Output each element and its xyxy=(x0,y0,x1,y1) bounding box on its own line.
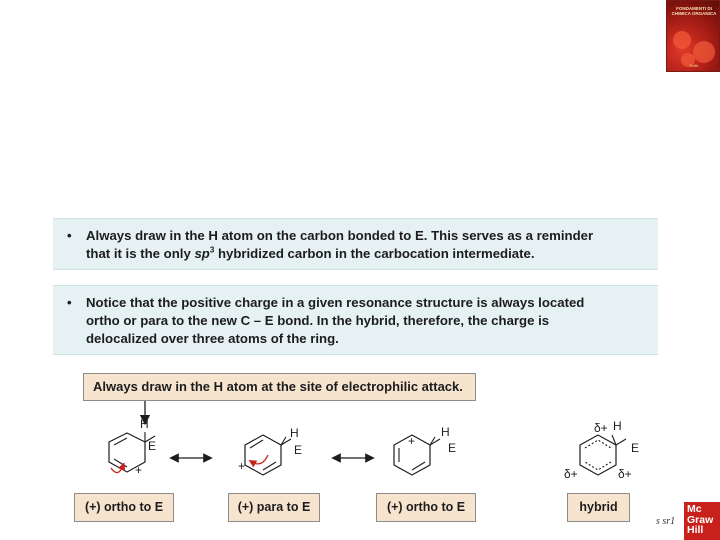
cover-title: FONDAMENTI DI CHIMICA ORGANICA xyxy=(671,6,717,16)
atom-e-label: E xyxy=(294,443,303,457)
atom-h-label: H xyxy=(613,419,622,433)
atom-h-label: H xyxy=(140,417,149,431)
curly-arrow xyxy=(252,455,268,464)
note-italic: sp xyxy=(194,246,210,261)
resonance-hybrid xyxy=(564,419,639,481)
atom-e-label: E xyxy=(631,441,640,455)
plus-charge: + xyxy=(408,434,416,448)
bullet: • xyxy=(67,295,72,310)
atom-e-label: E xyxy=(148,439,157,453)
atom-h-label: H xyxy=(290,426,299,440)
delta-plus-label: δ+ xyxy=(564,467,578,481)
note-line: hybridized carbon in the carbocation intermediate. xyxy=(214,246,535,261)
delta-plus-label: δ+ xyxy=(594,421,608,435)
atom-h-label: H xyxy=(441,425,450,439)
delta-plus-label: δ+ xyxy=(618,467,632,481)
note-line: ortho or para to the new C – E bond. In the hybrid, therefore, the charge is xyxy=(86,313,550,328)
resonance-structure-ortho-1 xyxy=(91,417,156,477)
plus-charge: + xyxy=(238,459,246,473)
label-hybrid: hybrid xyxy=(567,493,630,522)
note-line: Always draw in the H atom on the carbon bonded to E. This serves as a reminder xyxy=(86,228,594,243)
diagram-header-box: Always draw in the H atom at the site of electrophilic attack. xyxy=(83,373,476,401)
resonance-structure-para xyxy=(238,426,302,475)
bullet: • xyxy=(67,228,72,243)
note-line: Notice that the positive charge in a given resonance structure is always located xyxy=(86,295,585,310)
resonance-structure-ortho-2 xyxy=(394,425,456,475)
note-line: delocalized over three atoms of the ring. xyxy=(86,331,339,346)
atom-e-label: E xyxy=(448,441,457,455)
label-para: (+) para to E xyxy=(228,493,320,522)
label-ortho-1: (+) ortho to E xyxy=(74,493,174,522)
slide-id-text: s sr1 xyxy=(656,516,676,527)
plus-charge: + xyxy=(135,463,143,477)
label-ortho-2: (+) ortho to E xyxy=(376,493,476,522)
publisher-logo: Mc Graw Hill xyxy=(684,502,720,540)
note-line: that it is the only xyxy=(86,246,195,261)
note-superscript: 3 xyxy=(209,245,215,255)
cover-author: Smith xyxy=(689,64,699,68)
